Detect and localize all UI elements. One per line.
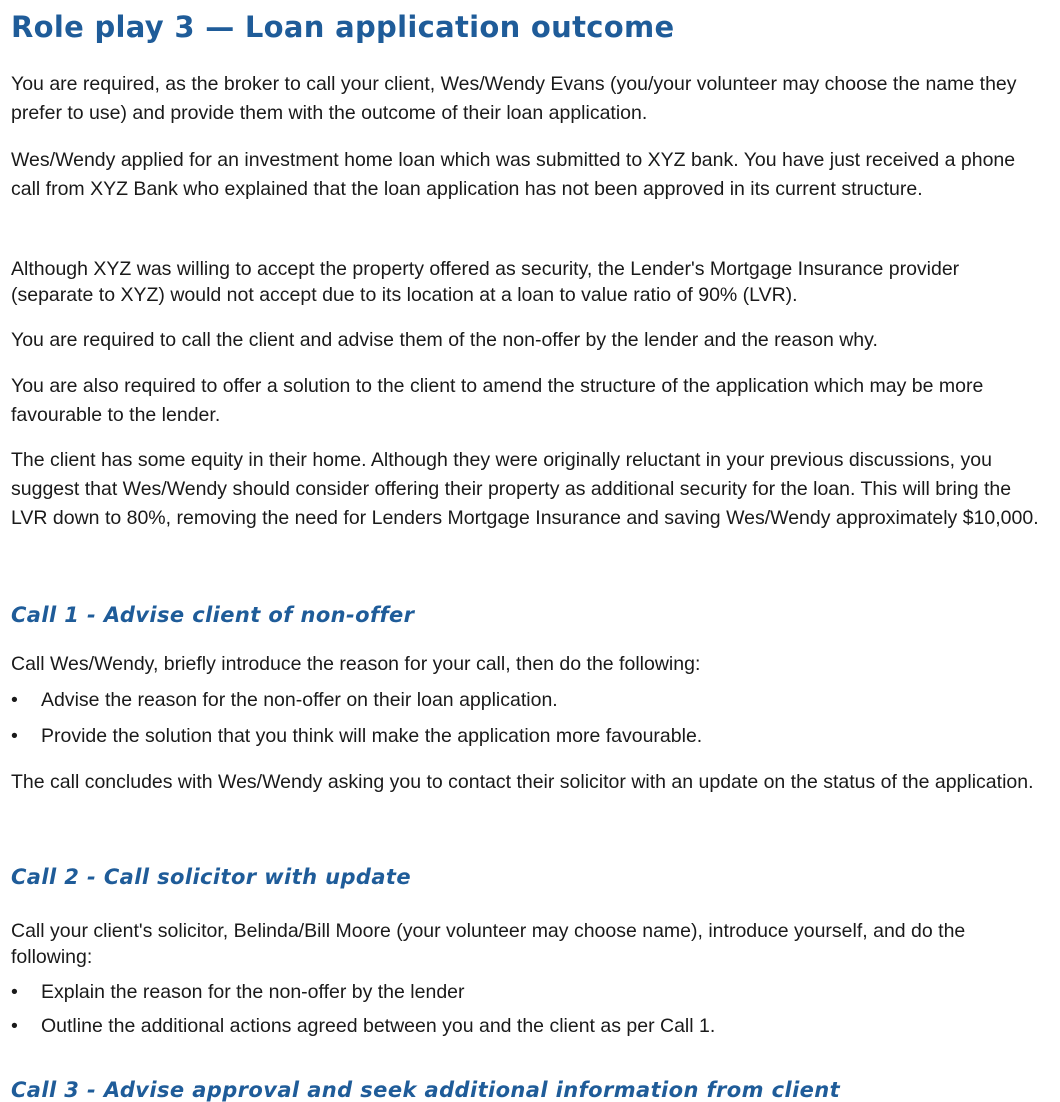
page-title: Role play 3 — Loan application outcome <box>11 10 675 44</box>
bullet-dot: • <box>11 725 18 747</box>
call-2-heading: Call 2 - Call solicitor with update <box>11 865 411 889</box>
call-1-closing: The call concludes with Wes/Wendy asking you to contact their solicitor with an update on the status of the application. <box>11 771 1034 793</box>
call-1-lead: Call Wes/Wendy, briefly introduce the reason for your call, then do the following: <box>11 653 701 675</box>
intro-paragraph-1: You are required, as the broker to call your client, Wes/Wendy Evans (you/your volunteer may choose the name they prefer to use) and provide them with the outcome of their loan application. <box>11 73 1017 124</box>
bullet-text: Advise the reason for the non-offer on their loan application. <box>41 689 558 711</box>
intro-paragraph-6: The client has some equity in their home. Although they were originally reluctant in your previous discussions, you suggest that Wes/Wendy should consider offering their property as additional security for the loan. This will bring the LVR down to 80%, removing the need for Lenders Mortgage Insurance and saving Wes/Wendy approximately $10,000. <box>11 449 1039 529</box>
intro-paragraph-2: Wes/Wendy applied for an investment home loan which was submitted to XYZ bank. You have just received a phone call from XYZ Bank who explained that the loan application has not been approved in its current structure. <box>11 149 1016 200</box>
bullet-dot: • <box>11 1015 18 1037</box>
bullet-text: Outline the additional actions agreed between you and the client as per Call 1. <box>41 1015 716 1037</box>
call-1-heading: Call 1 - Advise client of non-offer <box>11 603 415 627</box>
bullet-text: Explain the reason for the non-offer by the lender <box>41 981 465 1003</box>
bullet-dot: • <box>11 981 18 1003</box>
call-2-lead: Call your client's solicitor, Belinda/Bill Moore (your volunteer may choose name), introduce yourself, and do the following: <box>11 920 966 968</box>
bullet-dot: • <box>11 689 18 711</box>
call-3-heading: Call 3 - Advise approval and seek additional information from client <box>11 1078 841 1102</box>
intro-paragraph-5: You are also required to offer a solution to the client to amend the structure of the application which may be more favourable to the lender. <box>11 375 984 426</box>
bullet-text: Provide the solution that you think will make the application more favourable. <box>41 725 703 747</box>
intro-paragraph-4: You are required to call the client and advise them of the non-offer by the lender and the reason why. <box>11 329 878 351</box>
intro-paragraph-3: Although XYZ was willing to accept the property offered as security, the Lender's Mortgage Insurance provider (separate to XYZ) would not accept due to its location at a loan to value ratio of 90% (LVR). <box>11 258 960 306</box>
